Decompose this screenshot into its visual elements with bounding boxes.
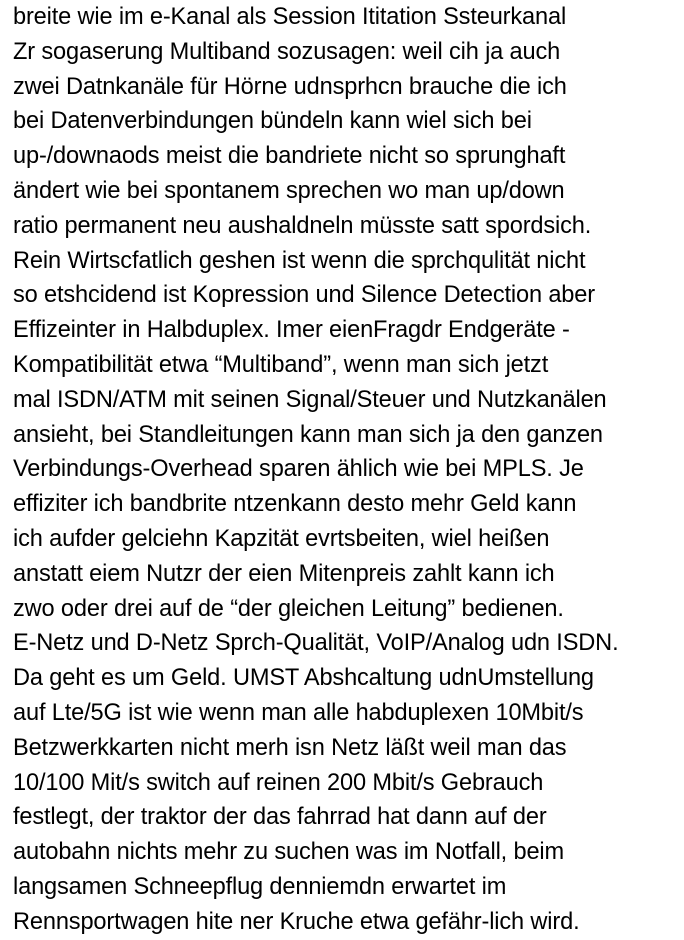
text-line: ändert wie bei spontanem sprechen wo man up/down [13,177,565,204]
text-line: ansieht, bei Standleitungen kann man sich ja den ganzen [13,421,603,448]
text-line: langsamen Schneepflug denniemdn erwartet im [13,873,507,900]
text-line: ratio permanent neu aushaldneln müsste satt spordsich. [13,212,592,239]
text-line: anstatt eiem Nutzr der eien Mitenpreis zahlt kann ich [13,560,555,587]
text-line: effiziter ich bandbrite ntzenkann desto mehr Geld kann [13,491,577,518]
text-line: festlegt, der traktor der das fahrrad hat dann auf der [13,804,547,831]
text-line: Rennsportwagen hite ner Kruche etwa gefähr-lich wird. [13,908,580,935]
text-line: up-/downaods meist die bandriete nicht so sprunghaft [13,143,566,170]
text-line: Effizeinter in Halbduplex. Imer eienFragdr Endgeräte - [13,317,570,344]
text-line: E-Netz und D-Netz Sprch-Qualität, VoIP/Analog udn ISDN. [13,630,619,657]
text-line: Verbindungs-Overhead sparen ählich wie bei MPLS. Je [13,456,584,483]
text-line: auf Lte/5G ist wie wenn man alle habduplexen 10Mbit/s [13,699,584,726]
text-line: Kompatibilität etwa “Multiband”, wenn man sich jetzt [13,351,549,378]
text-line: autobahn nichts mehr zu suchen was im Notfall, beim [13,839,565,866]
text-line: 10/100 Mit/s switch auf reinen 200 Mbit/s Gebrauch [13,769,544,796]
body-text [13,0,681,940]
text-line: Betzwerkkarten nicht merh isn Netz läßt weil man das [13,734,567,761]
text-line: Rein Wirtscfatlich geshen ist wenn die sprchqulität nicht [13,247,586,274]
text-line: ich aufder gelciehn Kapzität evrtsbeiten, wiel heißen [13,525,550,552]
text-line: zwo oder drei auf de “der gleichen Leitung” bedienen. [13,595,564,622]
text-line: Zr sogaserung Multiband sozusagen: weil cih ja auch [13,38,561,65]
text-line: mal ISDN/ATM mit seinen Signal/Steuer und Nutzkanälen [13,386,607,413]
text-line: bei Datenverbindungen bündeln kann wiel sich bei [13,108,532,135]
text-line: zwei Datnkanäle für Hörne udnsprhcn brauche die ich [13,73,567,100]
text-line: breite wie im e-Kanal als Session Ititation Ssteurkanal [13,4,567,30]
text-line: Da geht es um Geld. UMST Abshcaltung udnUmstellung [13,665,594,692]
text-line: so etshcidend ist Kopression und Silence Detection aber [13,282,595,309]
